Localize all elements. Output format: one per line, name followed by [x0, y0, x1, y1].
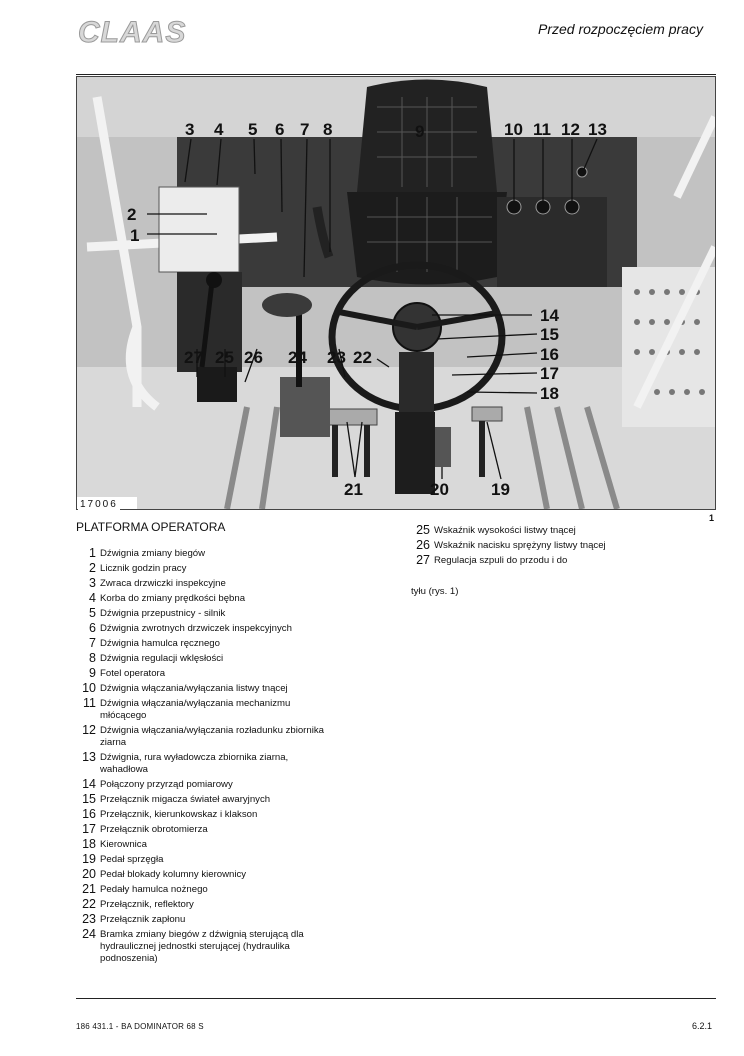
list-item: [74, 546, 374, 560]
item-number: 25: [416, 523, 430, 537]
list-item: [74, 723, 374, 749]
item-text: Dźwignia włączania/wyłączania rozładunku zbiornika ziarna: [100, 725, 324, 748]
list-item: [74, 681, 374, 695]
list-item: [74, 792, 374, 806]
item-text: Dźwignia zmiany biegów: [100, 548, 206, 559]
item-text: Dźwignia włączania/wyłączania listwy tnącej: [100, 683, 288, 694]
figure-number: 1: [708, 513, 714, 523]
list-item: [74, 807, 374, 821]
item-number: 14: [82, 777, 96, 791]
list-item: [74, 606, 374, 620]
list-item: [74, 777, 374, 791]
callout-15: 15: [540, 325, 559, 344]
item-text: Bramka zmiany biegów z dźwignią sterującą dla hydraulicznej jednostki sterującej (hydraulika podnoszenia): [100, 929, 304, 964]
callout-22: 22: [353, 348, 372, 367]
header-divider: [76, 74, 716, 75]
item-text: Dźwignia hamulca ręcznego: [100, 638, 220, 649]
list-item: [74, 852, 374, 866]
callout-18: 18: [540, 384, 559, 403]
item-text: Dźwignia, rura wyładowcza zbiornika ziarna, wahadłowa: [100, 752, 289, 775]
item-number: 23: [82, 912, 96, 926]
callout-4: 4: [214, 120, 224, 139]
callout-19: 19: [491, 480, 510, 499]
item-number: 13: [82, 750, 96, 764]
callout-5: 5: [248, 120, 258, 139]
item-number: 9: [89, 666, 96, 680]
item-number: 11: [83, 696, 96, 710]
item-number: 22: [82, 897, 96, 911]
item-text: Zwraca drzwiczki inspekcyjne: [100, 578, 226, 589]
list-item: [408, 553, 708, 567]
list-item: [74, 621, 374, 635]
list-item: [74, 696, 374, 722]
item-text: Wskaźnik wysokości listwy tnącej: [434, 525, 576, 536]
item-number: 2: [89, 561, 96, 575]
item-number: 15: [82, 792, 96, 806]
item-number: 19: [82, 852, 96, 866]
item-text: Przełącznik, reflektory: [100, 899, 194, 910]
continued-text: tyłu (rys. 1): [411, 586, 459, 597]
item-number: 17: [82, 822, 96, 836]
item-text: Dźwignia przepustnicy - silnik: [100, 608, 226, 619]
item-number: 10: [82, 681, 96, 695]
item-text: Kierownica: [100, 839, 147, 850]
section-heading: PLATFORMA OPERATORA: [76, 520, 226, 534]
item-number: 27: [416, 553, 430, 567]
item-number: 6: [89, 621, 96, 635]
operator-platform-photo: [76, 76, 716, 510]
callout-17: 17: [540, 364, 559, 383]
item-number: 24: [82, 927, 96, 941]
footer-divider: [76, 998, 716, 999]
callout-10: 10: [504, 120, 523, 139]
callout-23: 23: [327, 348, 346, 367]
list-item: [74, 822, 374, 836]
item-number: 7: [89, 636, 96, 650]
item-number: 4: [89, 591, 96, 605]
list-item: [408, 523, 708, 537]
list-item: [74, 897, 374, 911]
list-item: [74, 927, 374, 965]
item-text: Przełącznik zapłonu: [100, 914, 186, 925]
item-number: 3: [89, 576, 96, 590]
item-text: Korba do zmiany prędkości bębna: [100, 593, 246, 604]
callout-24: 24: [288, 348, 307, 367]
item-text: Wskaźnik nacisku sprężyny listwy tnącej: [434, 540, 606, 551]
item-number: 8: [89, 651, 96, 665]
callout-14: 14: [540, 306, 559, 325]
item-text: Pedał blokady kolumny kierownicy: [100, 869, 247, 880]
claas-logo: CLAAS: [78, 16, 187, 49]
item-number: 5: [89, 606, 96, 620]
callout-21: 21: [344, 480, 363, 499]
list-item: [74, 636, 374, 650]
callout-1: 1: [130, 226, 140, 245]
page-number: 6.2.1: [691, 1021, 712, 1031]
item-number: 1: [89, 546, 96, 560]
callout-9: 9: [415, 122, 425, 141]
item-number: 26: [416, 538, 430, 552]
item-text: Licznik godzin pracy: [100, 563, 187, 574]
list-item: [74, 561, 374, 575]
item-text: Przełącznik, kierunkowskaz i klakson: [100, 809, 258, 820]
list-item: [74, 666, 374, 680]
callout-12: 12: [561, 120, 580, 139]
callout-7: 7: [300, 120, 310, 139]
list-item: [74, 867, 374, 881]
list-item: [74, 750, 374, 776]
item-text: Regulacja szpuli do przodu i do: [434, 555, 568, 566]
item-text: Dźwignia regulacji wklęsłości: [100, 653, 224, 664]
item-text: Fotel operatora: [100, 668, 166, 679]
callout-20: 20: [430, 480, 449, 499]
component-list-left: [74, 546, 374, 966]
callout-8: 8: [323, 120, 333, 139]
item-text: Pedały hamulca nożnego: [100, 884, 208, 895]
item-text: Przełącznik obrotomierza: [100, 824, 208, 835]
item-number: 16: [82, 807, 96, 821]
item-text: Przełącznik migacza świateł awaryjnych: [100, 794, 271, 805]
item-number: 18: [82, 837, 96, 851]
list-item: [74, 882, 374, 896]
callout-13: 13: [588, 120, 607, 139]
item-text: Pedał sprzęgła: [100, 854, 164, 865]
document-code: 186 431.1 - BA DOMINATOR 68 S: [76, 1022, 204, 1031]
item-number: 12: [82, 723, 96, 737]
callout-16: 16: [540, 345, 559, 364]
list-item: [74, 912, 374, 926]
list-item: [408, 538, 708, 552]
list-item: [74, 591, 374, 605]
item-text: Dźwignia zwrotnych drzwiczek inspekcyjnych: [100, 623, 292, 634]
item-number: 21: [82, 882, 96, 896]
list-item: [74, 576, 374, 590]
callout-27: 27: [184, 348, 203, 367]
page-title: Przed rozpoczęciem pracy: [538, 21, 703, 37]
callout-3: 3: [185, 120, 195, 139]
item-text: Połączony przyrząd pomiarowy: [100, 779, 233, 790]
callout-25: 25: [215, 348, 234, 367]
item-text: Dźwignia włączania/wyłączania mechanizmu młócącego: [100, 698, 291, 721]
callout-2: 2: [127, 205, 137, 224]
list-item: [74, 837, 374, 851]
callout-11: 11: [533, 120, 551, 139]
photo-id: 17006: [80, 499, 118, 510]
component-list-right: [408, 523, 708, 568]
callout-26: 26: [244, 348, 263, 367]
list-item: [74, 651, 374, 665]
item-number: 20: [82, 867, 96, 881]
callout-6: 6: [275, 120, 285, 139]
